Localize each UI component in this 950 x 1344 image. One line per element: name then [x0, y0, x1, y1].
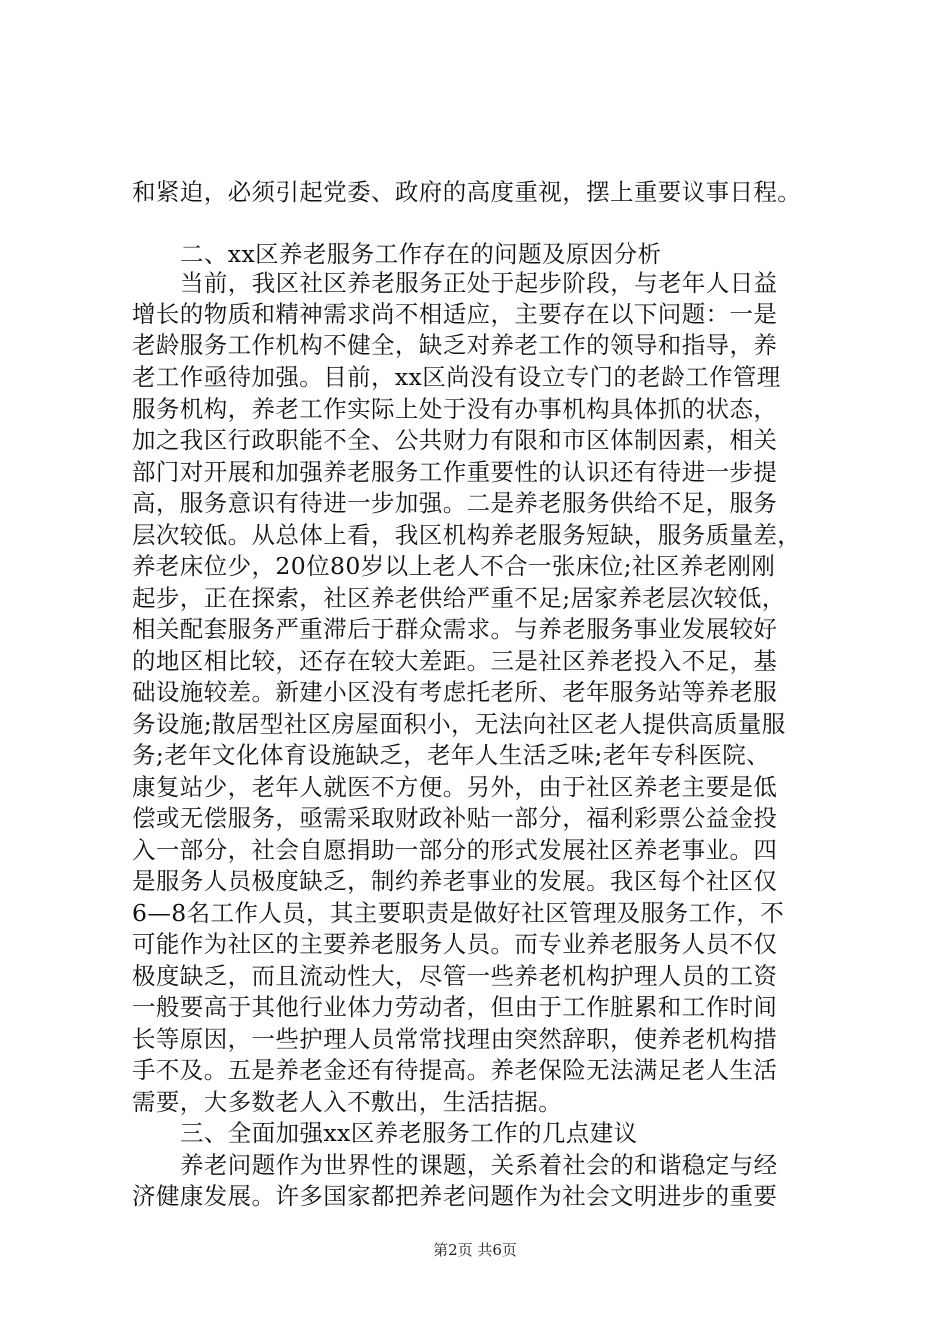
paragraph-line: 养老问题作为世界性的课题，关系着社会的和谐稳定与经: [180, 1151, 778, 1179]
paragraph-line: 高，服务意识有待进一步加强。二是养老服务供给不足，服务: [132, 489, 778, 517]
paragraph-line: 务;老年文化体育设施缺乏，老年人生活乏味;老年专科医院、: [132, 741, 771, 769]
paragraph-line: 的地区相比较，还存在较大差距。三是社区养老投入不足，基: [132, 647, 778, 675]
paragraph-line: 层次较低。从总体上看，我区机构养老服务短缺，服务质量差，: [132, 521, 802, 549]
section-heading: 三、全面加强xx区养老服务工作的几点建议: [180, 1119, 638, 1147]
paragraph-line: 极度缺乏，而且流动性大，尽管一些养老机构护理人员的工资: [132, 962, 778, 990]
paragraph-line: 务设施;散居型社区房屋面积小，无法向社区老人提供高质量服: [132, 710, 786, 738]
paragraph-line: 服务机构，养老工作实际上处于没有办事机构具体抓的状态，: [132, 395, 778, 423]
paragraph-line: 增长的物质和精神需求尚不相适应，主要存在以下问题：一是: [132, 300, 778, 328]
paragraph-line: 一般要高于其他行业体力劳动者，但由于工作脏累和工作时间: [132, 993, 778, 1021]
paragraph-line: 手不及。五是养老金还有待提高。养老保险无法满足老人生活: [132, 1056, 778, 1084]
paragraph-line: 起步，正在探索，社区养老供给严重不足;居家养老层次较低，: [132, 584, 786, 612]
paragraph-line: 长等原因，一些护理人员常常找理由突然辞职，使养老机构措: [132, 1025, 778, 1053]
paragraph-line: 部门对开展和加强养老服务工作重要性的认识还有待进一步提: [132, 458, 778, 486]
paragraph-line: 6—8名工作人员，其主要职责是做好社区管理及服务工作，不: [132, 899, 785, 927]
paragraph-line: 老龄服务工作机构不健全，缺乏对养老工作的领导和指导，养: [132, 331, 778, 359]
paragraph-line: 可能作为社区的主要养老服务人员。而专业养老服务人员不仅: [132, 930, 778, 958]
paragraph-line: 老工作亟待加强。目前，xx区尚没有设立专门的老龄工作管理: [132, 363, 781, 391]
paragraph-line: 和紧迫，必须引起党委、政府的高度重视，摆上重要议事日程。: [132, 178, 802, 206]
paragraph-line: 需要，大多数老人入不敷出，生活拮据。: [132, 1088, 563, 1116]
page-number-footer: 第2页 共6页: [433, 1241, 517, 1259]
paragraph-line: 康复站少，老年人就医不方便。另外，由于社区养老主要是低: [132, 773, 778, 801]
paragraph-line: 是服务人员极度缺乏，制约养老事业的发展。我区每个社区仅: [132, 867, 778, 895]
section-heading: 二、xx区养老服务工作存在的问题及原因分析: [180, 240, 662, 268]
paragraph-line: 相关配套服务严重滞后于群众需求。与养老服务事业发展较好: [132, 615, 778, 643]
paragraph-line: 入一部分，社会自愿捐助一部分的形式发展社区养老事业。四: [132, 836, 778, 864]
paragraph-line: 当前，我区社区养老服务正处于起步阶段，与老年人日益: [180, 269, 778, 297]
paragraph-line: 加之我区行政职能不全、公共财力有限和市区体制因素，相关: [132, 426, 778, 454]
paragraph-line: 养老床位少，20位80岁以上老人不合一张床位;社区养老刚刚: [132, 552, 776, 580]
paragraph-line: 偿或无偿服务，亟需采取财政补贴一部分，福利彩票公益金投: [132, 804, 778, 832]
paragraph-line: 济健康发展。许多国家都把养老问题作为社会文明进步的重要: [132, 1182, 778, 1210]
paragraph-line: 础设施较差。新建小区没有考虑托老所、老年服务站等养老服: [132, 678, 778, 706]
